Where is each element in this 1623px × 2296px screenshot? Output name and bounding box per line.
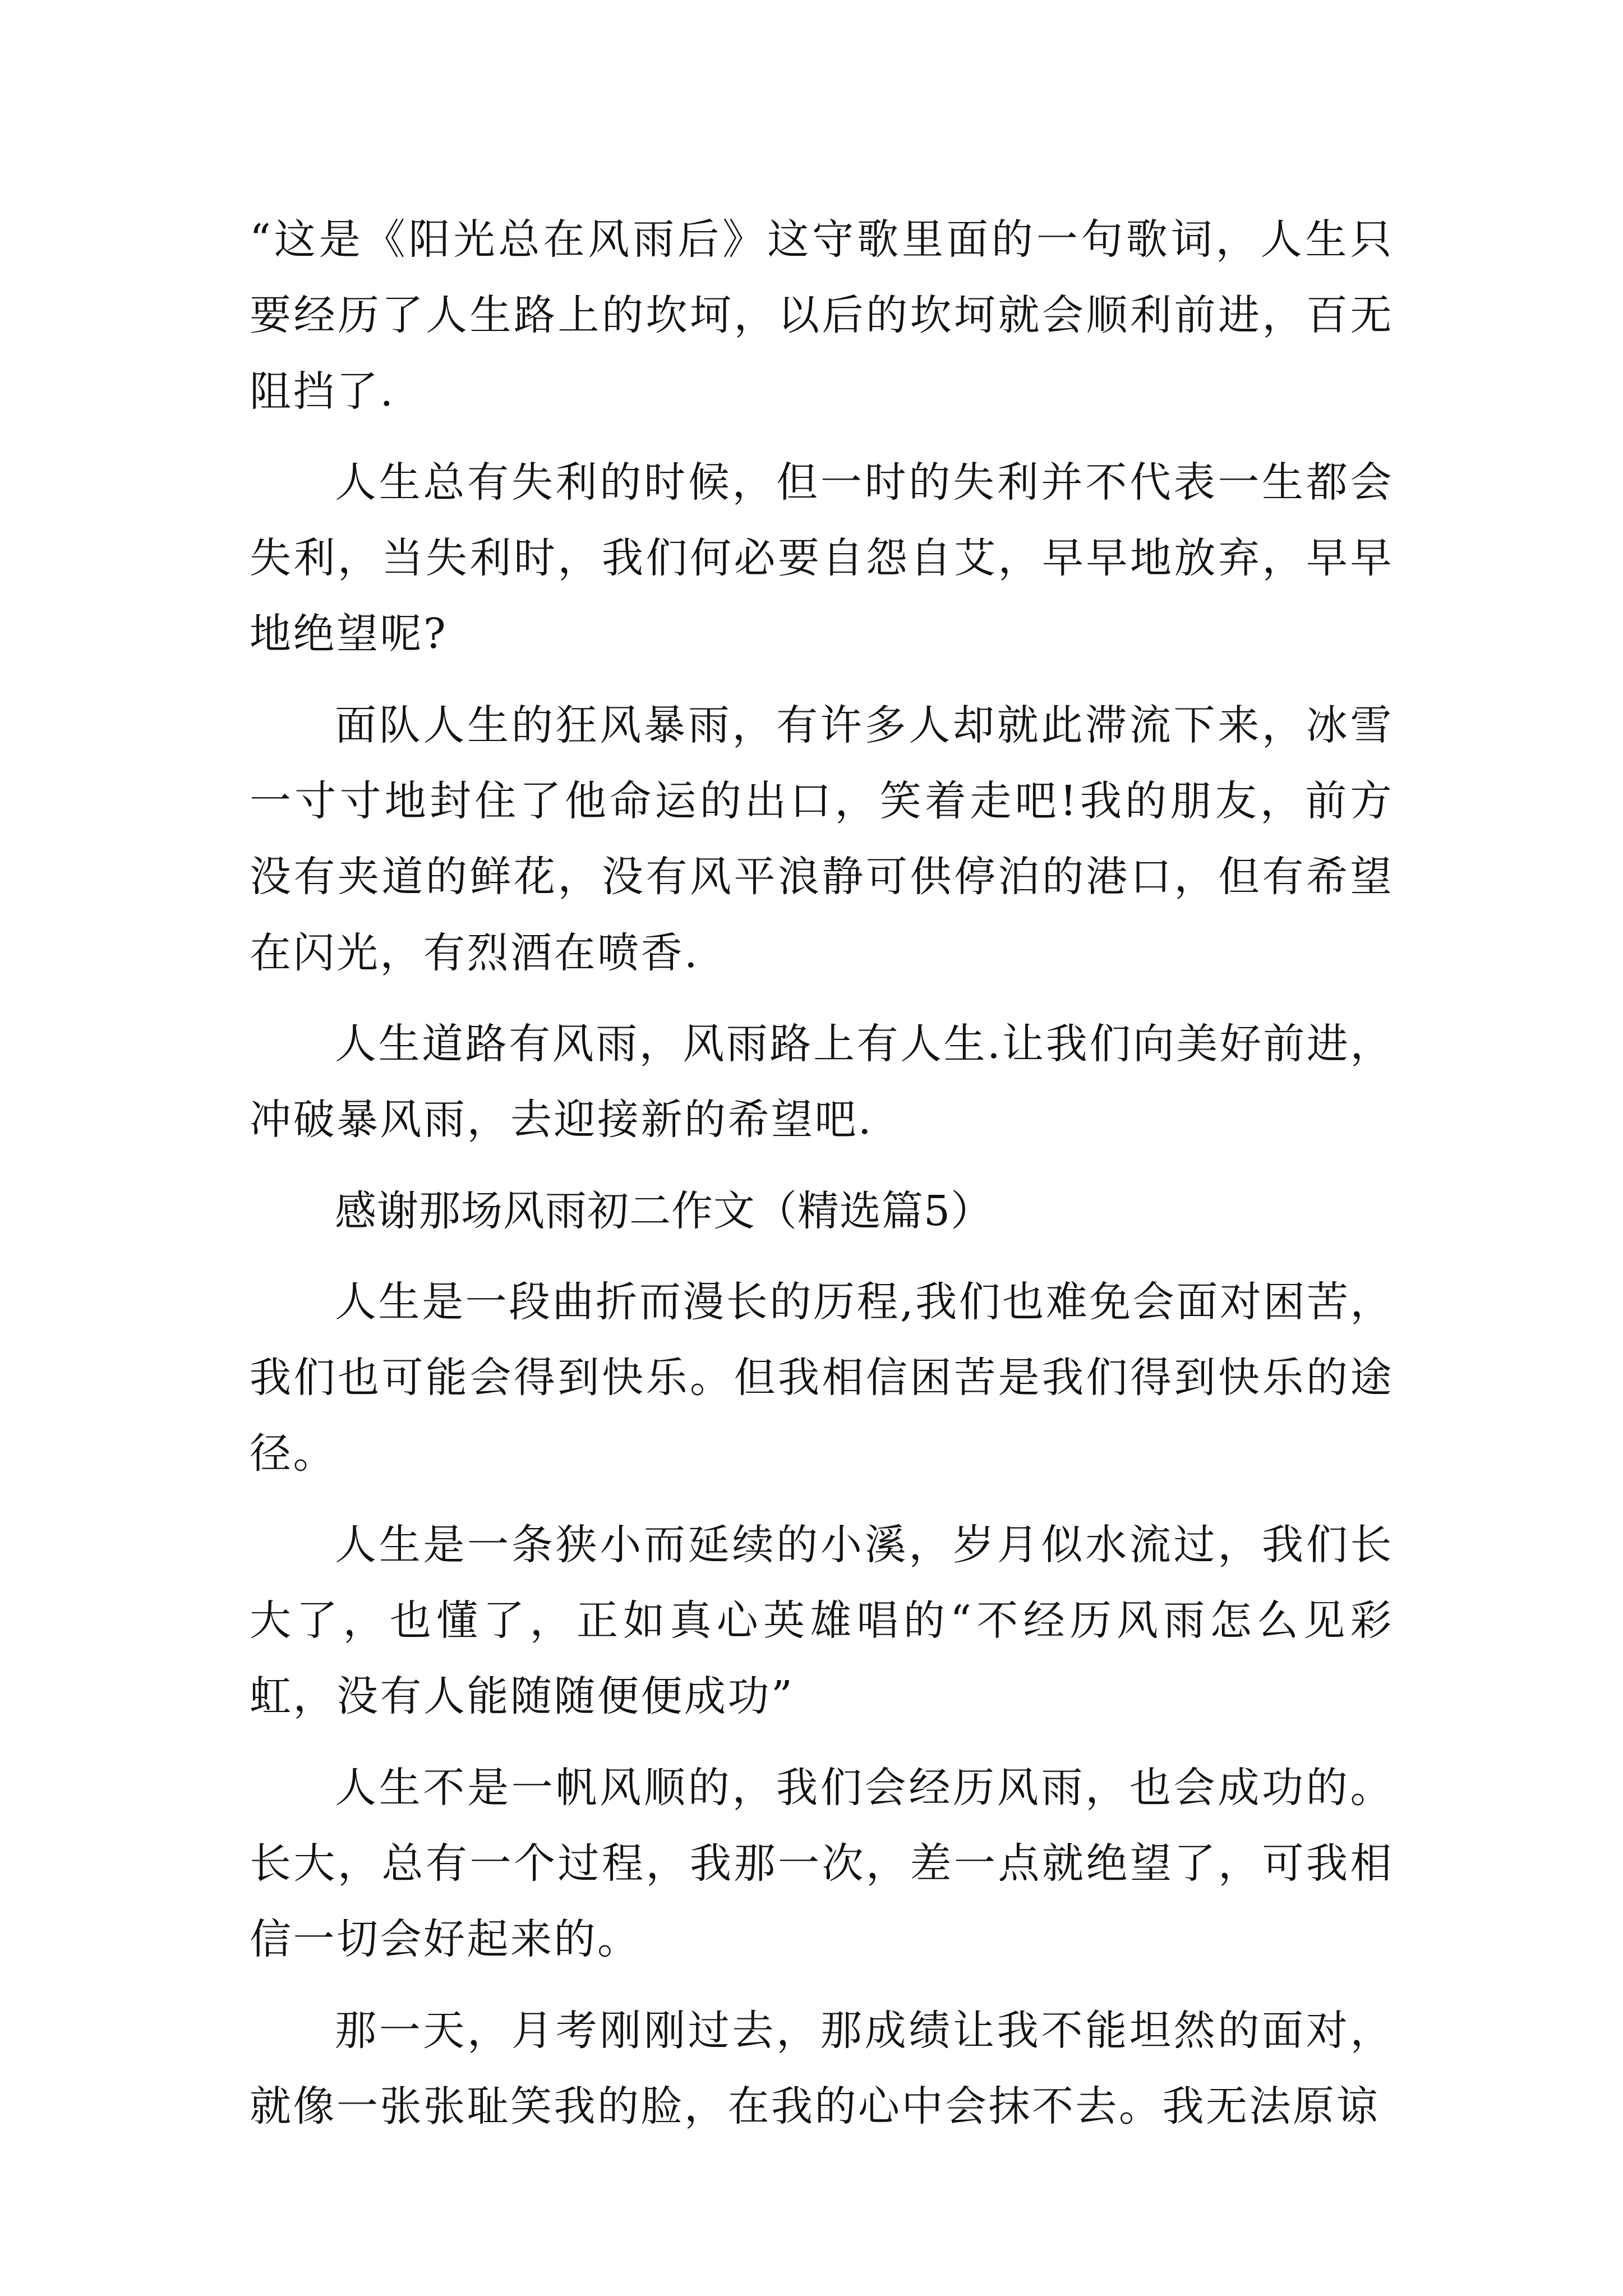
paragraph-2: 人生总有失利的时候，但一时的失利并不代表一生都会失利，当失利时，我们何必要自怨自艾，早早地放弃，早早地绝望呢? [250, 458, 1394, 659]
document-body [250, 202, 1394, 2160]
section-heading: 感谢那场风雨初二作文（精选篇5） [335, 1186, 993, 1235]
paragraph-1: “这是《阳光总在风雨后》这守歌里面的一句歌词，人生只要经历了人生路上的坎坷，以后的坎坷就会顺利前进，百无阻挡了. [250, 215, 1394, 416]
paragraph-8: 那一天，月考刚刚过去，那成绩让我不能坦然的面对，就像一张张耻笑我的脸，在我的心中会抹不去。我无法原谅 [250, 2006, 1394, 2131]
paragraph-7: 人生不是一帆风顺的，我们会经历风雨，也会成功的。长大，总有一个过程，我那一次，差一点就绝望了，可我相信一切会好起来的。 [250, 1763, 1394, 1964]
paragraph-4: 人生道路有风雨，风雨路上有人生.让我们向美好前进，冲破暴风雨，去迎接新的希望吧. [250, 1019, 1394, 1144]
paragraph-6: 人生是一条狭小而延续的小溪，岁月似水流过，我们长大了，也懂了，正如真心英雄唱的“不经历风雨怎么见彩虹，没有人能随随便便成功” [250, 1520, 1394, 1721]
paragraph-5: 人生是一段曲折而漫长的历程,我们也难免会面对困苦，我们也可能会得到快乐。但我相信困苦是我们得到快乐的途径。 [250, 1277, 1394, 1478]
paragraph-3: 面队人生的狂风暴雨，有许多人却就此滞流下来，冰雪一寸寸地封住了他命运的出口，笑着走吧!我的朋友，前方没有夹道的鲜花，没有风平浪静可供停泊的港口，但有希望在闪光，有烈酒在喷香. [250, 701, 1394, 977]
